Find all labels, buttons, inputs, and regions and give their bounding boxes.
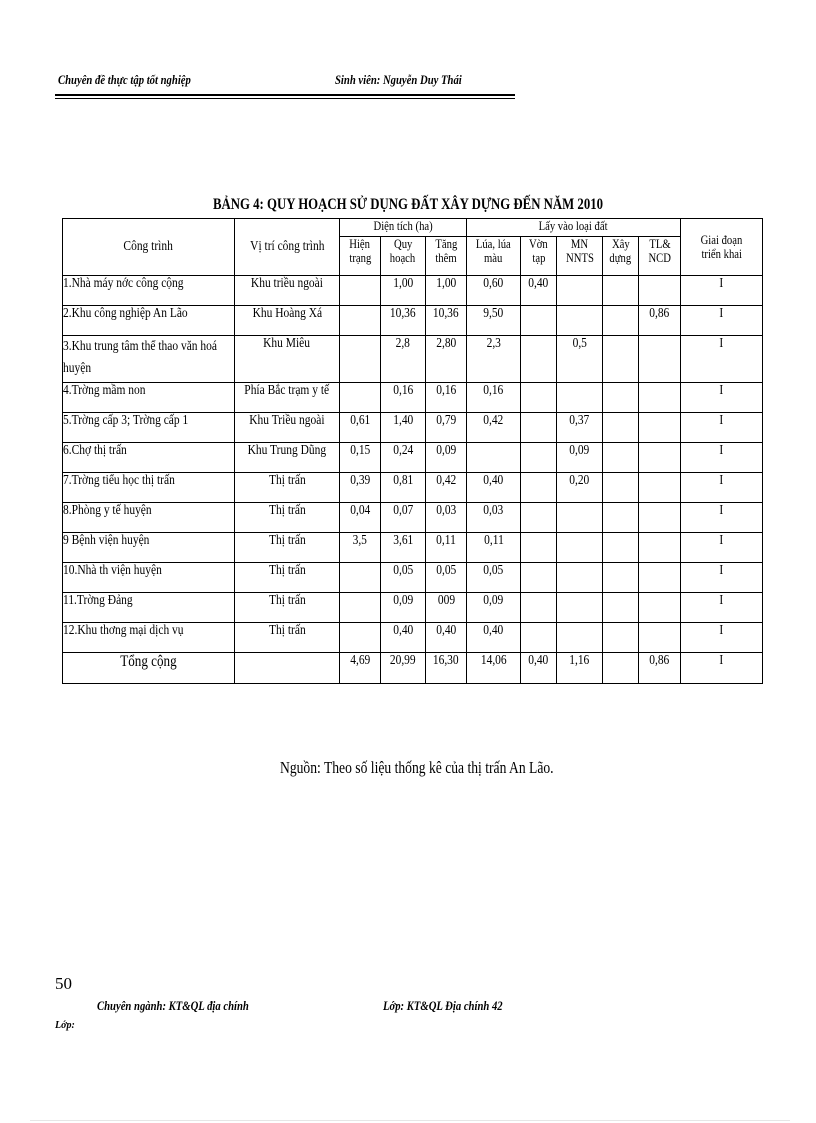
total-tang-them: 16,30 <box>426 653 467 684</box>
cell-hien-trang <box>340 623 381 653</box>
cell-von-tap <box>521 443 557 473</box>
table-row <box>63 563 763 593</box>
cell-tang-them: 0,16 <box>426 383 467 413</box>
cell-von-tap: 0,40 <box>521 276 557 306</box>
cell-hien-trang <box>340 276 381 306</box>
cell-lua: 0,03 <box>467 503 521 533</box>
cell-giai-doan: I <box>681 563 763 593</box>
cell-hien-trang <box>340 306 381 336</box>
cell-mn-nnts <box>557 276 603 306</box>
cell-von-tap <box>521 623 557 653</box>
cell-giai-doan: I <box>681 413 763 443</box>
table-total-row <box>63 653 763 684</box>
table-row <box>63 623 763 653</box>
cell-xay-dung <box>603 623 639 653</box>
cell-xay-dung <box>603 533 639 563</box>
cell-tl-ncd <box>639 593 681 623</box>
total-hien-trang: 4,69 <box>340 653 381 684</box>
cell-hien-trang: 0,15 <box>340 443 381 473</box>
cell-tl-ncd <box>639 443 681 473</box>
cell-quy-hoach: 0,40 <box>381 623 426 653</box>
cell-vi-tri: Khu Triều ngoài <box>235 413 340 443</box>
cell-cong-trinh: 7.Trờng tiểu học thị trấn <box>63 473 235 503</box>
cell-lua: 9,50 <box>467 306 521 336</box>
cell-quy-hoach: 0,24 <box>381 443 426 473</box>
cell-xay-dung <box>603 306 639 336</box>
cell-xay-dung <box>603 443 639 473</box>
cell-hien-trang <box>340 336 381 383</box>
cell-giai-doan: I <box>681 473 763 503</box>
cell-tang-them: 0,42 <box>426 473 467 503</box>
header-left: Chuyên đề thực tập tốt nghiệp <box>58 72 191 87</box>
cell-mn-nnts: 0,09 <box>557 443 603 473</box>
cell-mn-nnts <box>557 623 603 653</box>
table-row <box>63 593 763 623</box>
col-header-cong-trinh: Công trình <box>63 219 235 276</box>
cell-tl-ncd <box>639 276 681 306</box>
cell-hien-trang: 0,04 <box>340 503 381 533</box>
cell-quy-hoach: 1,40 <box>381 413 426 443</box>
cell-mn-nnts: 0,37 <box>557 413 603 443</box>
cell-cong-trinh: 9 Bệnh viện huyện <box>63 533 235 563</box>
header-rule-thin <box>55 98 515 99</box>
page-number: 50 <box>55 974 72 993</box>
col-header-quy-hoach: Quy hoạch <box>381 237 426 276</box>
cell-cong-trinh: 1.Nhà máy nớc công cộng <box>63 276 235 306</box>
table-row <box>63 473 763 503</box>
cell-lua: 0,05 <box>467 563 521 593</box>
cell-cong-trinh: 4.Trờng mầm non <box>63 383 235 413</box>
table-row <box>63 533 763 563</box>
col-header-xay-dung: Xây dựng <box>603 237 639 276</box>
total-lua: 14,06 <box>467 653 521 684</box>
cell-quy-hoach: 0,09 <box>381 593 426 623</box>
table-row <box>63 276 763 306</box>
footer-right: Lớp: KT&QL Địa chính 42 <box>383 998 503 1013</box>
total-label: Tổng cộng <box>63 653 235 684</box>
cell-giai-doan: I <box>681 383 763 413</box>
cell-tang-them: 0,03 <box>426 503 467 533</box>
cell-tang-them: 10,36 <box>426 306 467 336</box>
cell-giai-doan: I <box>681 276 763 306</box>
col-header-von-tap: Vờn tạp <box>521 237 557 276</box>
cell-von-tap <box>521 503 557 533</box>
table-row <box>63 336 763 383</box>
cell-cong-trinh: 12.Khu thơng mại dịch vụ <box>63 623 235 653</box>
cell-lua: 0,40 <box>467 473 521 503</box>
cell-hien-trang: 0,39 <box>340 473 381 503</box>
cell-von-tap <box>521 383 557 413</box>
cell-xay-dung <box>603 593 639 623</box>
cell-giai-doan: I <box>681 503 763 533</box>
cell-tl-ncd <box>639 336 681 383</box>
cell-tang-them: 2,80 <box>426 336 467 383</box>
group-header-dien-tich: Diện tích (ha) <box>340 219 467 237</box>
cell-tl-ncd <box>639 413 681 443</box>
cell-tang-them: 0,79 <box>426 413 467 443</box>
cell-lua: 0,11 <box>467 533 521 563</box>
cell-hien-trang: 3,5 <box>340 533 381 563</box>
col-header-vi-tri: Vị trí công trình <box>235 219 340 276</box>
cell-tang-them: 0,40 <box>426 623 467 653</box>
cell-hien-trang <box>340 563 381 593</box>
cell-xay-dung <box>603 276 639 306</box>
cell-quy-hoach: 10,36 <box>381 306 426 336</box>
table-row <box>63 383 763 413</box>
total-xay-dung <box>603 653 639 684</box>
cell-quy-hoach: 0,07 <box>381 503 426 533</box>
cell-tang-them: 1,00 <box>426 276 467 306</box>
header-rule <box>55 94 515 96</box>
cell-lua: 2,3 <box>467 336 521 383</box>
cell-vi-tri: Khu Miêu <box>235 336 340 383</box>
cell-tl-ncd: 0,86 <box>639 306 681 336</box>
cell-tang-them: 009 <box>426 593 467 623</box>
source-note: Nguồn: Theo số liệu thống kê của thị trấn An Lão. <box>280 758 554 777</box>
total-mn-nnts: 1,16 <box>557 653 603 684</box>
cell-von-tap <box>521 563 557 593</box>
total-tl-ncd: 0,86 <box>639 653 681 684</box>
cell-giai-doan: I <box>681 306 763 336</box>
cell-cong-trinh: 5.Trờng cấp 3; Trờng cấp 1 <box>63 413 235 443</box>
total-giai-doan: I <box>681 653 763 684</box>
cell-quy-hoach: 2,8 <box>381 336 426 383</box>
table-title: BẢNG 4: QUY HOẠCH SỬ DỤNG ĐẤT XÂY DỰNG ĐẾN NĂM 2010 <box>212 196 604 213</box>
cell-vi-tri: Thị trấn <box>235 563 340 593</box>
cell-lua: 0,09 <box>467 593 521 623</box>
cell-tl-ncd <box>639 473 681 503</box>
total-vi-tri <box>235 653 340 684</box>
cell-tang-them: 0,05 <box>426 563 467 593</box>
cell-lua <box>467 443 521 473</box>
cell-hien-trang <box>340 383 381 413</box>
land-use-table <box>62 218 763 684</box>
cell-lua: 0,60 <box>467 276 521 306</box>
cell-von-tap <box>521 306 557 336</box>
cell-mn-nnts <box>557 533 603 563</box>
cell-quy-hoach: 0,81 <box>381 473 426 503</box>
cell-lua: 0,16 <box>467 383 521 413</box>
cell-vi-tri: Thị trấn <box>235 533 340 563</box>
cell-von-tap <box>521 336 557 383</box>
table-row <box>63 443 763 473</box>
cell-giai-doan: I <box>681 336 763 383</box>
cell-mn-nnts <box>557 383 603 413</box>
cell-von-tap <box>521 593 557 623</box>
cell-cong-trinh: 8.Phòng y tế huyện <box>63 503 235 533</box>
group-header-lay-vao: Lấy vào loại đất <box>467 219 681 237</box>
cell-cong-trinh: 10.Nhà th viện huyện <box>63 563 235 593</box>
cell-giai-doan: I <box>681 623 763 653</box>
cell-mn-nnts: 0,20 <box>557 473 603 503</box>
cell-xay-dung <box>603 413 639 443</box>
cell-lua: 0,40 <box>467 623 521 653</box>
cell-vi-tri: Khu Hoàng Xá <box>235 306 340 336</box>
cell-xay-dung <box>603 336 639 383</box>
cell-cong-trinh: 2.Khu công nghiệp An Lão <box>63 306 235 336</box>
cell-tl-ncd <box>639 563 681 593</box>
col-header-mn-nnts: MN NNTS <box>557 237 603 276</box>
cell-vi-tri: Thị trấn <box>235 623 340 653</box>
cell-vi-tri: Thị trấn <box>235 593 340 623</box>
cell-hien-trang: 0,61 <box>340 413 381 443</box>
cell-tang-them: 0,11 <box>426 533 467 563</box>
cell-cong-trinh: 11.Trờng Đảng <box>63 593 235 623</box>
cell-lua: 0,42 <box>467 413 521 443</box>
table-row <box>63 503 763 533</box>
footer-small: Lớp: <box>55 1020 75 1031</box>
cell-tl-ncd <box>639 503 681 533</box>
footer-left: Chuyên ngành: KT&QL địa chính <box>97 998 249 1013</box>
cell-vi-tri: Khu triều ngoài <box>235 276 340 306</box>
cell-tl-ncd <box>639 623 681 653</box>
cell-xay-dung <box>603 563 639 593</box>
total-quy-hoach: 20,99 <box>381 653 426 684</box>
col-header-tl-ncd: TL& NCD <box>639 237 681 276</box>
cell-quy-hoach: 0,05 <box>381 563 426 593</box>
cell-vi-tri: Khu Trung Dũng <box>235 443 340 473</box>
cell-quy-hoach: 3,61 <box>381 533 426 563</box>
table-row <box>63 306 763 336</box>
cell-mn-nnts <box>557 503 603 533</box>
cell-mn-nnts <box>557 593 603 623</box>
cell-von-tap <box>521 533 557 563</box>
cell-vi-tri: Thị trấn <box>235 503 340 533</box>
cell-xay-dung <box>603 503 639 533</box>
cell-giai-doan: I <box>681 593 763 623</box>
table-row <box>63 413 763 443</box>
cell-tl-ncd <box>639 533 681 563</box>
total-von-tap: 0,40 <box>521 653 557 684</box>
cell-von-tap <box>521 413 557 443</box>
cell-xay-dung <box>603 473 639 503</box>
cell-quy-hoach: 1,00 <box>381 276 426 306</box>
cell-mn-nnts <box>557 563 603 593</box>
col-header-tang-them: Tăng thêm <box>426 237 467 276</box>
cell-quy-hoach: 0,16 <box>381 383 426 413</box>
cell-vi-tri: Phía Bắc trạm y tế <box>235 383 340 413</box>
cell-giai-doan: I <box>681 443 763 473</box>
col-header-giai-doan: Giai đoạn triển khai <box>681 219 763 276</box>
cell-hien-trang <box>340 593 381 623</box>
cell-mn-nnts: 0,5 <box>557 336 603 383</box>
cell-xay-dung <box>603 383 639 413</box>
col-header-hien-trang: Hiện trạng <box>340 237 381 276</box>
cell-vi-tri: Thị trấn <box>235 473 340 503</box>
page-bottom-rule <box>30 1120 790 1121</box>
cell-cong-trinh: 3.Khu trung tâm thể thao văn hoá huyện <box>63 336 235 383</box>
cell-von-tap <box>521 473 557 503</box>
cell-tang-them: 0,09 <box>426 443 467 473</box>
header-right: Sinh viên: Nguyễn Duy Thái <box>335 72 462 87</box>
col-header-lua: Lúa, lúa màu <box>467 237 521 276</box>
cell-giai-doan: I <box>681 533 763 563</box>
cell-mn-nnts <box>557 306 603 336</box>
cell-tl-ncd <box>639 383 681 413</box>
table-header-row-1 <box>63 219 763 237</box>
cell-cong-trinh: 6.Chợ thị trấn <box>63 443 235 473</box>
